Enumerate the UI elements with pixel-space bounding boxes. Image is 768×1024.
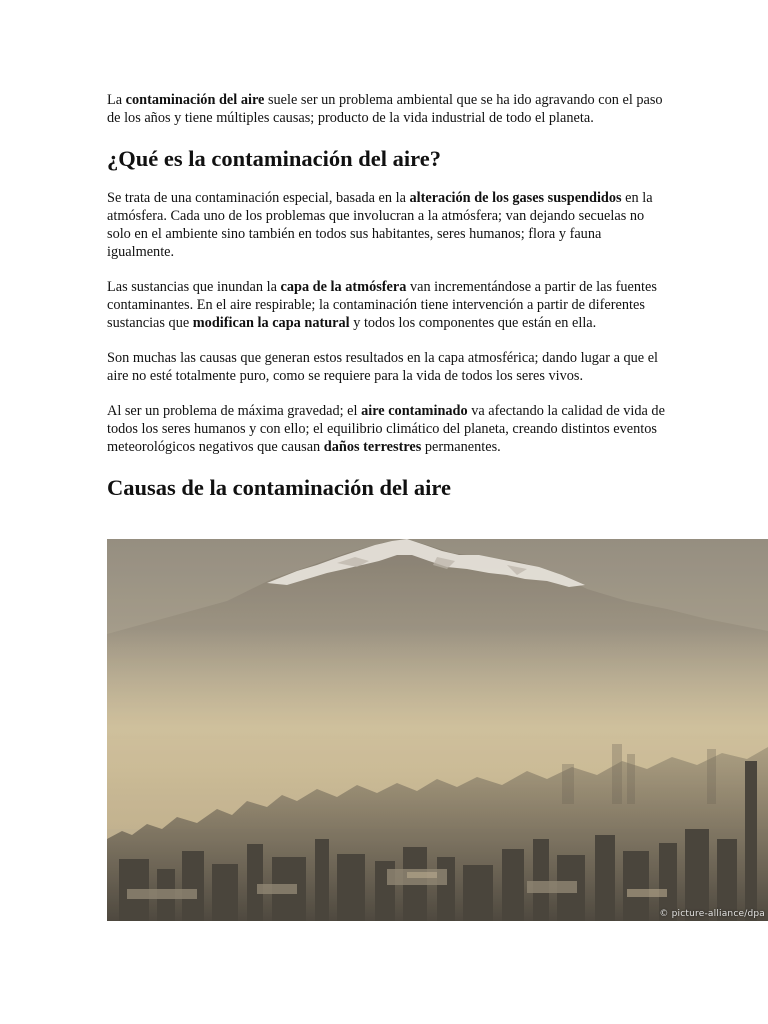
para4-bold-2: daños terrestres — [323, 439, 422, 455]
smog-city-photo — [107, 539, 768, 921]
para1-bold: alteración de los gases suspendidos — [409, 190, 622, 206]
para4-bold-1: aire contaminado — [361, 403, 468, 419]
heading-causes: Causas de la contaminación del aire — [107, 475, 451, 500]
heading-what-is: ¿Qué es la contaminación del aire? — [107, 146, 441, 171]
smog-landscape-illustration — [107, 539, 768, 921]
paragraph-3: Son muchas las causas que generan estos resultados en la capa atmosférica; dando lugar a que el aire no esté totalmente puro, como se requiere para la vida de todos los seres vivos. — [107, 350, 659, 384]
paragraph-2: Las sustancias que inundan la capa de la atmósfera van incrementándose a partir de las fuentes contaminantes. En el aire respirable; la contaminación tiene intervención a partir de diferentes sustancias que modifican la capa natural y todos los componentes que están en ella. — [107, 279, 657, 331]
para2-bold-1: capa de la atmósfera — [280, 279, 407, 295]
intro-bold: contaminación del aire — [125, 92, 265, 108]
intro-paragraph: La contaminación del aire suele ser un problema ambiental que se ha ido agravando con el paso de los años y tiene múltiples causas; producto de la vida industrial de todo el planeta. — [107, 92, 663, 126]
photo-credit: © picture-alliance/dpa — [659, 909, 765, 919]
paragraph-4: Al ser un problema de máxima gravedad; el aire contaminado va afectando la calidad de vida de todos los seres humanos y con ello; el equilibrio climático del planeta, creando distintos eventos meteorológicos negativos que causan daños terrestres permanentes. — [107, 403, 665, 455]
paragraph-1: Se trata de una contaminación especial, basada en la alteración de los gases suspendidos en la atmósfera. Cada uno de los problemas que involucran a la atmósfera; van dejando secuelas no solo en el ambiente sino también en todos sus habitantes, seres humanos; flora y fauna igualmente. — [107, 190, 653, 260]
para2-bold-2: modifican la capa natural — [192, 315, 350, 331]
article-body — [107, 91, 667, 518]
